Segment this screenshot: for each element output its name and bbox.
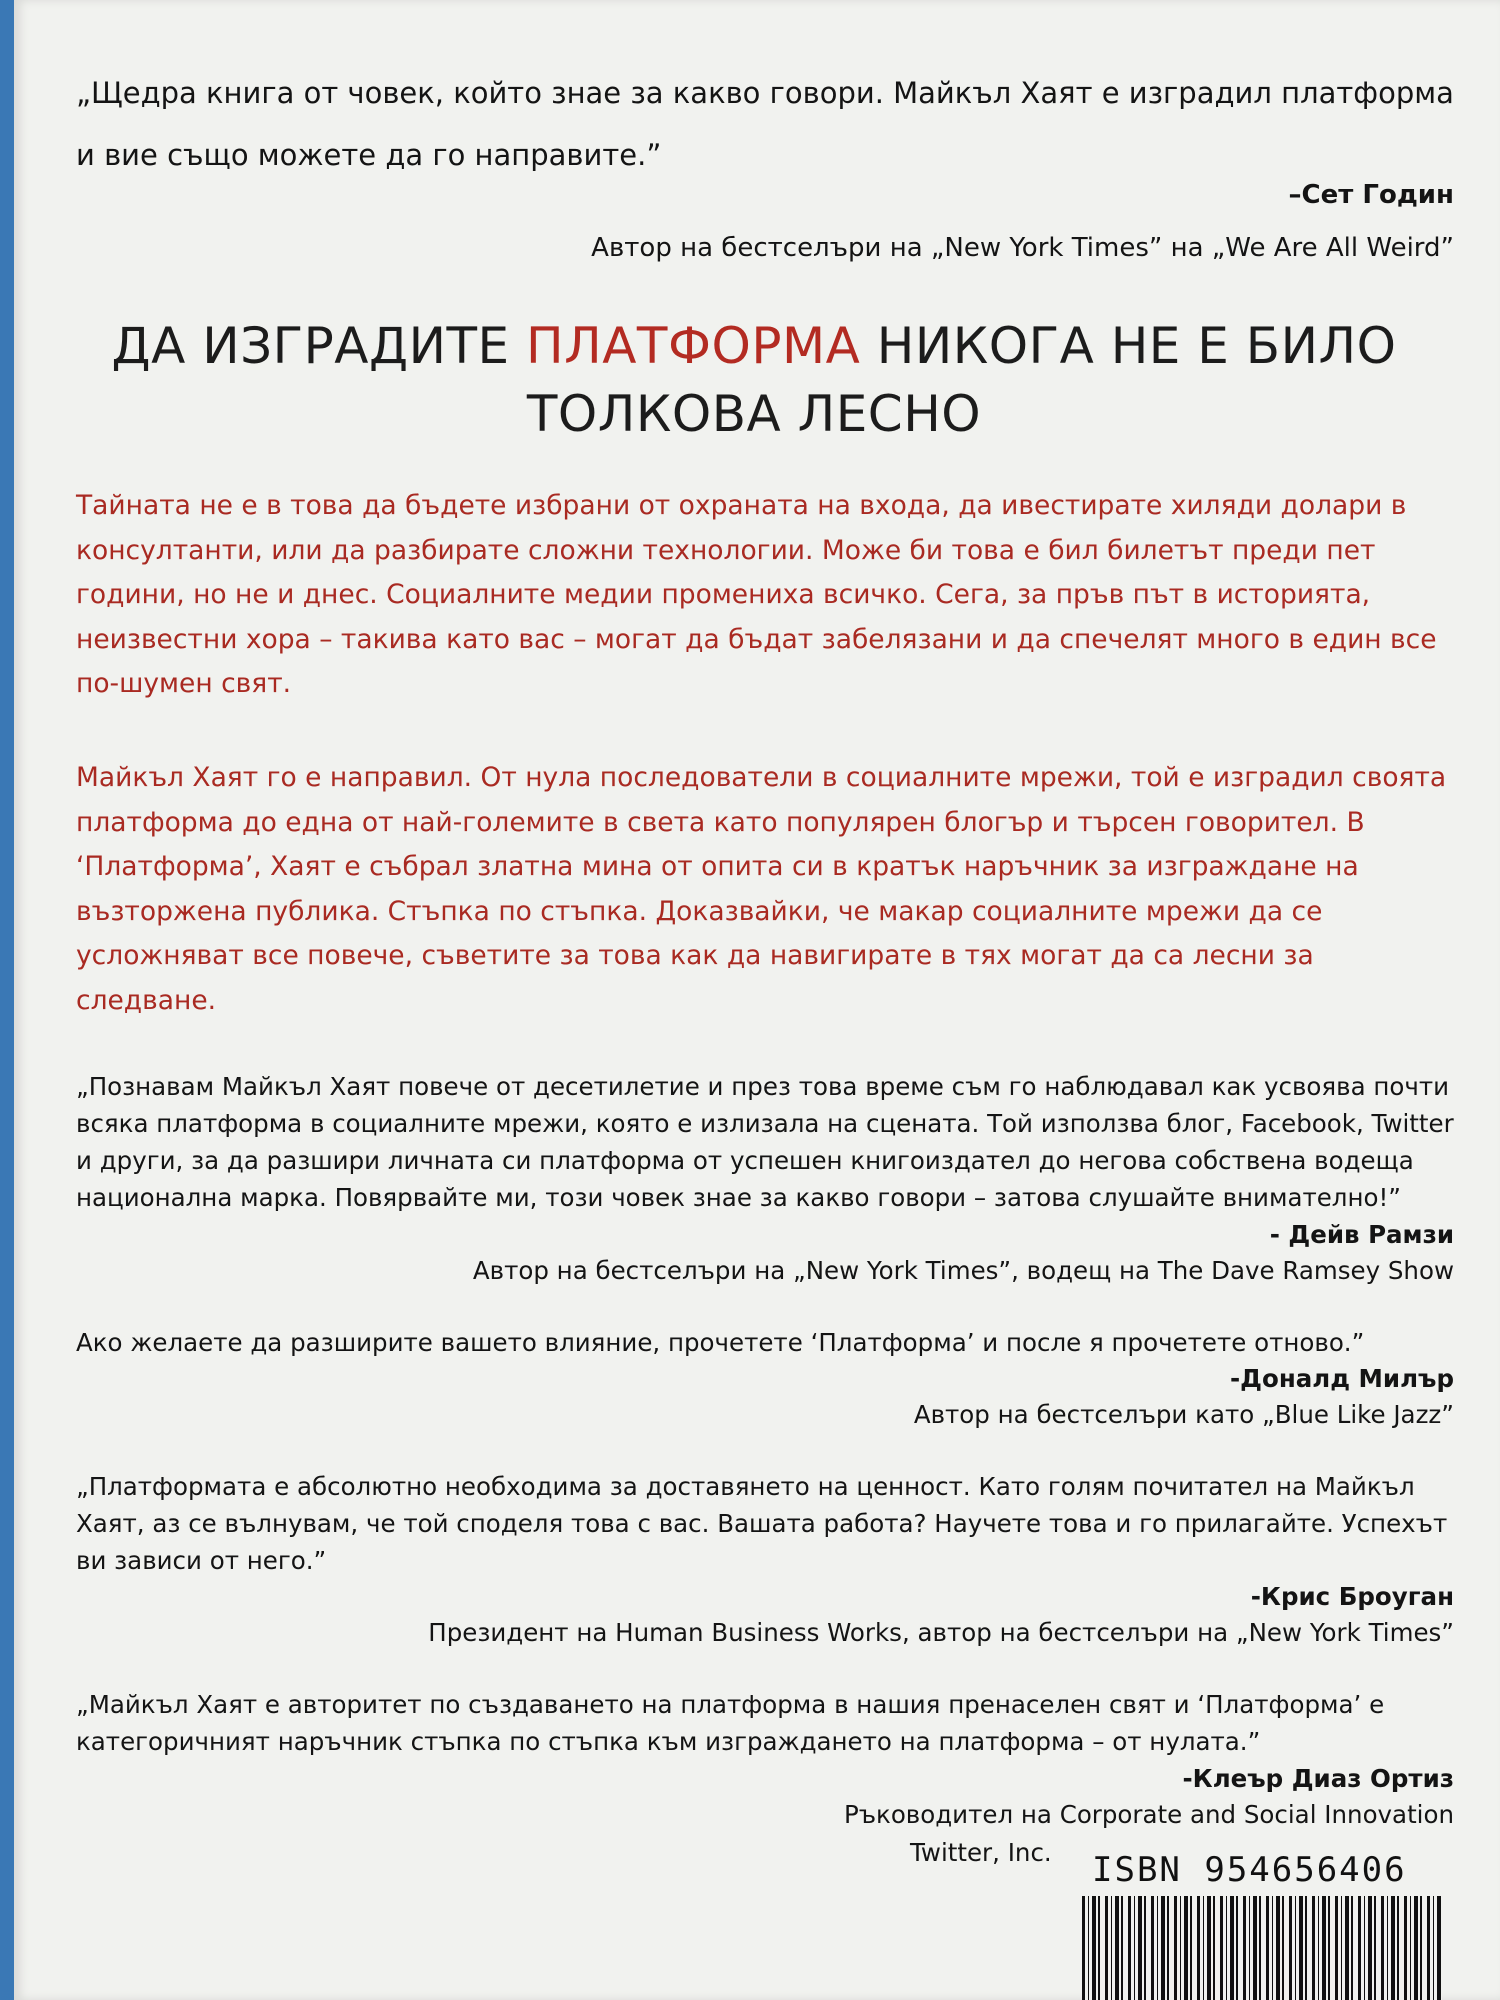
- book-back-cover: [14, 0, 1500, 2000]
- description-paragraph-2: Майкъл Хаят го е направил. От нула последователи в социалните мрежи, той е изградил своята платформа до една от най-големите в света като популярен блогър и търсен говорител. В ‘Платформа’, Хаят е събрал златна мина от опита си в кратък наръчник за изграждане на възторжена публика. Стъпка по стъпка. Доказвайки, че макар социалните мрежи да се усложняват все повече, съветите за това как да навигирате в тях могат да са лесни за следване.: [76, 762, 1447, 1016]
- endorsement-4-author: -Клеър Диаз Ортиз: [1182, 1764, 1454, 1793]
- description-paragraph-1: Тайната не е в това да бъдете избрани от охраната на входа, да ивестирате хиляди долари в консултанти, или да разбирате сложни технологии. Може би това е бил билетът преди пет години, но не и днес. Социалните медии промениха всичко. Сега, за пръв път в историята, неизвестни хора – такива като вас – могат да бъдат забелязани и да спечелят много в един все по-шумен свят.: [76, 490, 1437, 699]
- endorsement-4-text: „Майкъл Хаят е авторитет по създаването на платформа в нашия пренаселен свят и ‘Платформа’ е категоричният наръчник стъпка по стъпка към изграждането на платформа – от нулата.”: [76, 1690, 1385, 1756]
- endorsement-2-author: -Доналд Милър: [1230, 1364, 1454, 1393]
- endorsement-1-role: Автор на бестселъри на „New York Times”, водещ на The Dave Ramsey Show: [472, 1256, 1454, 1285]
- top-quote-author: [76, 180, 1454, 210]
- endorsement-3-role: Президент на Human Business Works, автор на бестселъри на „New York Times”: [428, 1618, 1454, 1647]
- headline-after: НИКОГА НЕ Е БИЛО ТОЛКОВА ЛЕСНО: [526, 317, 1397, 443]
- top-quote-text: „Щедра книга от човек, който знае за какво говори. Майкъл Хаят е изградил платформа и вие също можете да го направите.”: [76, 76, 1454, 172]
- headline-highlight: ПЛАТФОРМА: [526, 317, 861, 375]
- endorsement-3-text: „Платформата е абсолютно необходима за доставянето на ценност. Като голям почитател на Майкъл Хаят, аз се вълнувам, че той споделя това с вас. Вашата работа? Научете това и го прилагайте. Успехът ви зависи от него.”: [76, 1472, 1448, 1575]
- endorsement-3-author: -Крис Броуган: [1250, 1582, 1454, 1611]
- isbn-number: ISBN 954656406: [1092, 1850, 1407, 1890]
- endorsement-2-role: Автор на бестселъри като „Blue Like Jazz”: [913, 1400, 1454, 1429]
- endorsement-2-text: Ако желаете да разширите вашето влияние, прочетете ‘Платформа’ и после я прочетете отново.”: [76, 1328, 1365, 1357]
- endorsement-4-role-line2: Twitter, Inc.: [910, 1838, 1052, 1867]
- headline-before: ДА ИЗГРАДИТЕ: [111, 317, 527, 375]
- headline: [34, 312, 1474, 448]
- top-quote-author-name: –Сет Годин: [1288, 180, 1454, 210]
- top-quote-role: Автор на бестселъри на „New York Times” на „We Are All Weird”: [591, 233, 1454, 263]
- endorsement-4-role-line1: Ръководител на Corporate and Social Innovation: [843, 1800, 1454, 1829]
- endorsement-1-author: - Дейв Рамзи: [1269, 1220, 1454, 1249]
- endorsement-1-text: „Познавам Майкъл Хаят повече от десетилетие и през това време съм го наблюдавал как усвоява почти всяка платформа в социалните мрежи, която е излизала на сцената. Той използва блог, Facebook, Twitter и други, за да разшири личната си платформа от успешен книгоиздател до негова собствена водеща национална марка. Повярвайте ми, този човек знае за какво говори – затова слушайте внимателно!”: [76, 1072, 1454, 1212]
- top-quote: [76, 62, 1454, 186]
- barcode-graphic: [1082, 1896, 1442, 2000]
